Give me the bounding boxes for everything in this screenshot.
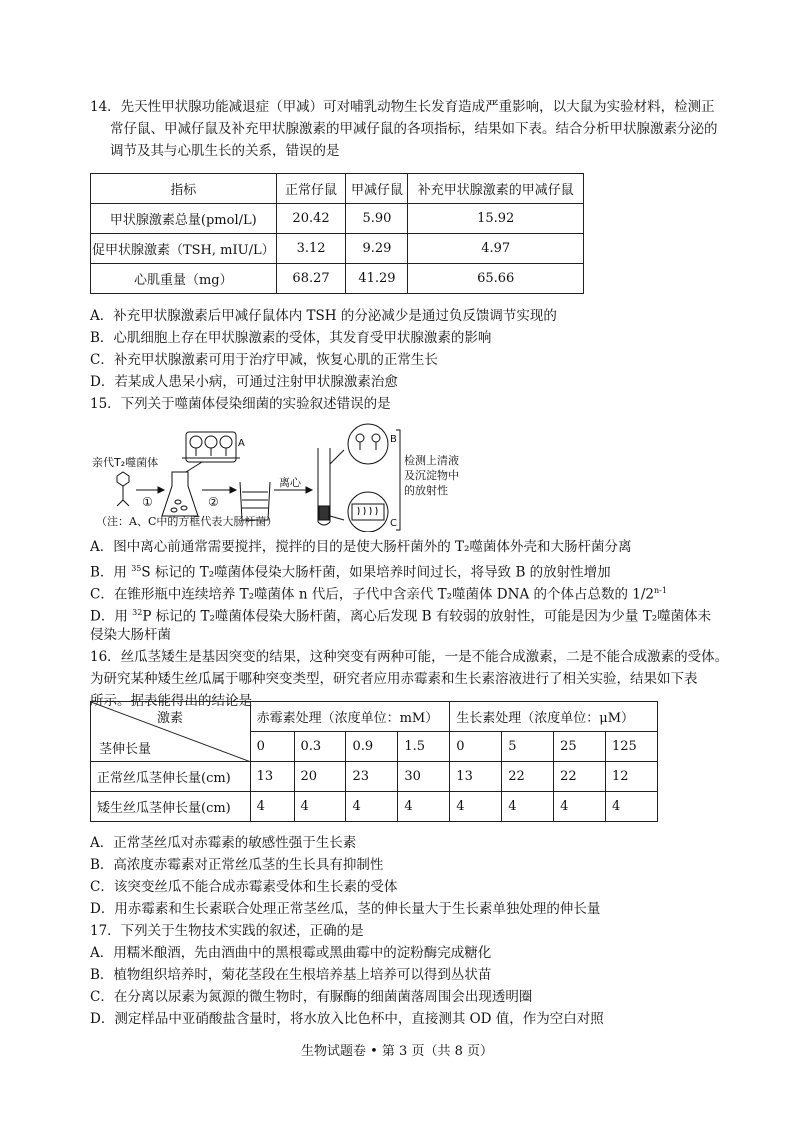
flask-icon [162,472,198,516]
table-row [91,264,584,294]
table-cell: 4 [554,792,606,822]
table-cell: 促甲状腺激素（TSH, mIU/L） [91,234,277,264]
table-cell: 4.97 [408,234,584,264]
label-c: C [390,518,397,529]
label-b: B [390,434,397,445]
q15-option-a: A．图中离心前通常需要搅拌，搅拌的目的是使大肠杆菌外的 T₂噬菌体外壳和大肠杆菌分离 [90,539,632,555]
q16-stem-line1: 16．丝瓜茎矮生是基因突变的结果，这种突变有两种可能，一是不能合成激素，二是不能合成激素的受体。 [90,649,729,665]
table-header: 甲减仔鼠 [346,174,408,204]
q14-option-b: B．心肌细胞上存在甲状腺激素的受体，其发育受甲状腺激素的影响 [90,330,492,346]
table-cell: 15.92 [408,204,584,234]
centrifuge-label: 离心 [279,476,301,489]
table-cell: 0 [250,732,294,762]
supernatant-circle-b [348,424,388,464]
table-cell: 4 [294,792,346,822]
table-cell: 68.27 [276,264,346,294]
q17-option-a: A．用糯米酿酒，先由酒曲中的黑根霉或黑曲霉中的淀粉酶完成糖化 [90,945,492,961]
q16-stem-line2: 为研究某种矮生丝瓜属于哪种突变类型，研究者应用赤霉素和生长素溶液进行了相关实验，结果如下表 [90,671,698,687]
parent-phage-label: 亲代T₂噬菌体 [92,456,159,469]
q16-stem-line3: 所示。据表能得出的结论是 [90,693,252,709]
table-cell: 22 [554,762,606,792]
table-cell: 0 [450,732,502,762]
detect-line-1: 检测上清液 [404,454,459,467]
table-cell: 5 [502,732,554,762]
table-cell: 4 [398,792,450,822]
table-row [91,234,584,264]
step-1-label: ① [142,495,153,509]
table-cell: 13 [450,762,502,792]
diagram-note: （注：A、C中的方框代表大肠杆菌） [96,515,278,528]
page-footer: 生物试题卷 • 第 3 页（共 8 页） [300,1044,493,1059]
q14-option-a: A．补充甲状腺激素后甲减仔鼠体内 TSH 的分泌减少是通过负反馈调节实现的 [90,308,557,324]
row-label: 矮生丝瓜茎伸长量(cm) [91,792,251,822]
table-cell: 125 [606,732,658,762]
table-cell: 12 [606,762,658,792]
table-cell: 4 [606,792,658,822]
table-cell: 4 [250,792,294,822]
q15-option-d-cont: 侵染大肠杆菌 [90,627,171,643]
label-a: A [238,438,245,449]
table-cell: 0.3 [294,732,346,762]
table-cell: 1.5 [398,732,450,762]
option-d-text: P 标记的 T₂噬菌体侵染大肠杆菌，离心后发现 B 有较弱的放射性，可能是因为少量 T₂噬菌体未 [142,608,712,625]
option-b-prefix: B．用 [90,564,132,581]
group-header-auxin: 生长素处理（浓度单位：μM） [450,702,658,732]
table-cell: 4 [450,792,502,822]
q16-option-b: B．高浓度赤霉素对正常丝瓜茎的生长具有抑制性 [90,857,384,873]
q14-stem-line1: 14．先天性甲状腺功能减退症（甲减）可对哺乳动物生长发育造成严重影响，以大鼠为实验材料，检测正 [90,99,715,115]
option-d-prefix: D．用 [90,608,133,625]
table-cell: 0.9 [346,732,398,762]
table-cell: 4 [346,792,398,822]
table-header: 指标 [91,174,277,204]
table-header: 补充甲状腺激素的甲减仔鼠 [408,174,584,204]
table-cell: 13 [250,762,294,792]
table-cell: 3.12 [276,234,346,264]
exponent-superscript: n-1 [654,586,667,595]
group-header-gibberellin: 赤霉素处理（浓度单位：mM） [250,702,450,732]
q17-option-c: C．在分离以尿素为氮源的微生物时，有脲酶的细菌菌落周围会出现透明圈 [90,989,533,1005]
q16-option-a: A．正常茎丝瓜对赤霉素的敏感性强于生长素 [90,835,357,851]
table-cell: 65.66 [408,264,584,294]
table-cell: 41.29 [346,264,408,294]
row-label: 正常丝瓜茎伸长量(cm) [91,762,251,792]
pellet-circle-c [348,492,388,532]
q16-table [90,701,658,822]
table-cell: 9.29 [346,234,408,264]
q15-option-d [90,602,711,628]
table-row [91,792,658,822]
q15-stem: 15．下列关于噬菌体侵染细菌的实验叙述错误的是 [90,396,391,412]
option-b-text: S 标记的 T₂噬菌体侵染大肠杆菌，如果培养时间过长，将导致 B 的放射性增加 [141,564,611,581]
corner-top-label: 激素 [157,711,184,726]
q14-stem-line3: 调节及其与心肌生长的关系，错误的是 [110,143,340,159]
q14-stem-line2: 常仔鼠、甲减仔鼠及补充甲状腺激素的甲减仔鼠的各项指标，结果如下表。结合分析甲状腺激素分泌的 [110,121,718,137]
table-header-row [91,174,584,204]
table-cell: 20.42 [276,204,346,234]
table-cell: 22 [502,762,554,792]
q14-option-c: C．补充甲状腺激素可用于治疗甲减，恢复心肌的正常生长 [90,352,438,368]
q17-option-b: B．植物组织培养时，菊花茎段在生根培养基上培养可以得到丛状苗 [90,967,492,983]
q14-table [90,173,584,294]
table-header: 正常仔鼠 [276,174,346,204]
table-cell: 25 [554,732,606,762]
table-corner [91,702,251,762]
table-cell: 30 [398,762,450,792]
q17-option-d: D．测定样品中亚硝酸盐含量时，将水放入比色杯中，直接测其 OD 值，作为空白对照 [90,1011,604,1027]
step-2-label: ② [208,495,219,509]
q16-option-d: D．用赤霉素和生长素联合处理正常茎丝瓜，茎的伸长量大于生长素单独处理的伸长量 [90,901,601,917]
table-cell: 23 [346,762,398,792]
isotope-superscript: 35 [131,564,142,573]
table-cell: 20 [294,762,346,792]
table-row [91,762,658,792]
q17-stem: 17．下列关于生物技术实践的叙述，正确的是 [90,923,364,939]
table-cell: 甲状腺激素总量(pmol/L) [91,204,277,234]
corner-bottom-label: 茎伸长量 [99,742,152,757]
detect-line-2: 及沉淀物中 [404,469,459,482]
table-cell: 心肌重量（mg） [91,264,277,294]
table-row [91,204,584,234]
table-cell: 5.90 [346,204,408,234]
isotope-superscript: 32 [132,608,143,617]
detect-line-3: 的放射性 [404,484,448,497]
table-cell: 4 [502,792,554,822]
phage-head-icon [117,472,129,486]
option-c-text: C．在锥形瓶中连续培养 T₂噬菌体 n 代后，子代中含亲代 T₂噬菌体 DNA 的个体占总数的 1/2 [90,586,655,603]
q14-option-d: D．若某成人患呆小病，可通过注射甲状腺激素治愈 [90,374,398,390]
q16-option-c: C．该突变丝瓜不能合成赤霉素受体和生长素的受体 [90,879,398,895]
